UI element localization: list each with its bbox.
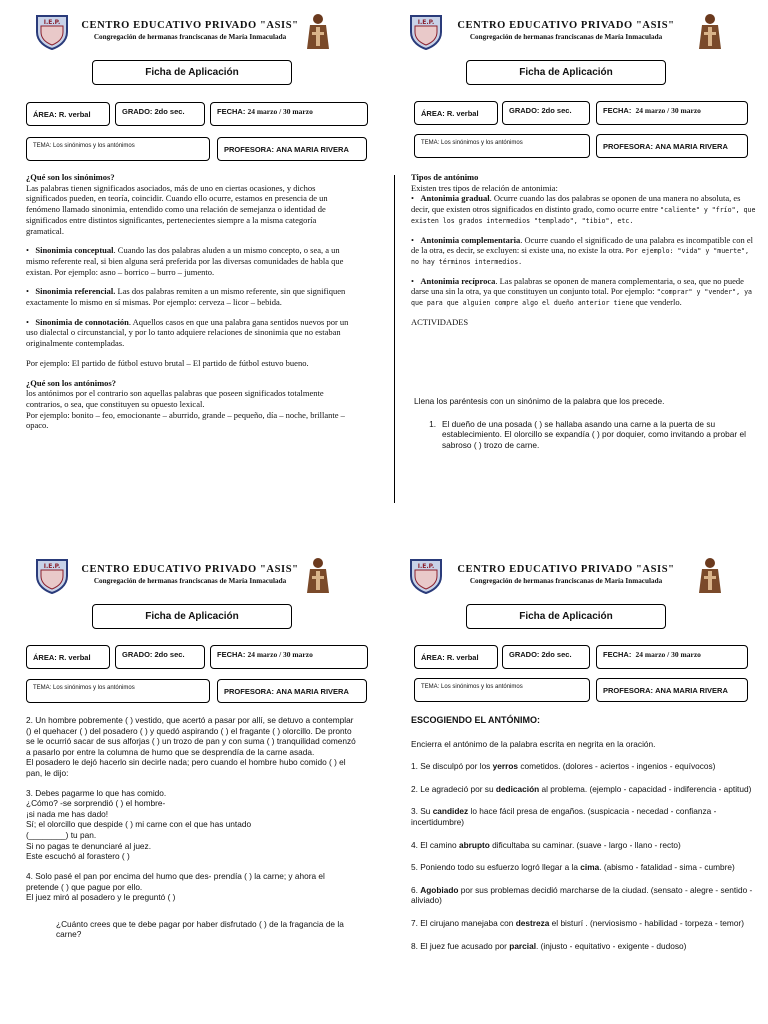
choose-antonym-instruction: Encierra el antónimo de la palabra escrita en negrita en la oración. [411, 738, 656, 749]
activities-section [414, 396, 760, 450]
target-word: dedicación [495, 783, 540, 794]
area-field: ÁREA: R. verbal [26, 645, 110, 669]
worksheet-title: Ficha de Aplicación [466, 604, 666, 629]
choose-antonym-heading: ESCOGIENDO EL ANTÓNIMO: [411, 715, 541, 725]
activity-item-3-line5: (________) tu pan. [26, 830, 97, 841]
activities-heading: ACTIVIDADES [411, 316, 469, 327]
activity-item-3-line2: ¿Cómo? -se sorprendió ( ) el hombre- [26, 798, 166, 809]
target-word: parcial [509, 940, 537, 951]
school-name: CENTRO EDUCATIVO PRIVADO "ASIS" [81, 20, 299, 31]
activity-item-4: 4. Solo pasé el pan por encima del humo que des- prendía ( ) la carne; y ahora el pretende ( ) que pague por ello. [26, 870, 325, 892]
synonymy-connotation: • Sinonimia de connotación. Aquellos casos en que una palabra gana sentidos nuevos por un uso dialectal o circunstancial, y por lo tanto adquiere relaciones de sinonimia que no estaban originalmente contempladas. [26, 316, 349, 349]
saint-figure-icon [302, 12, 334, 50]
tema-field: TEMA: Los sinónimos y los antónimos [26, 137, 210, 161]
tema-field: TEMA: Los sinónimos y los antónimos [414, 678, 590, 702]
fecha-field: FECHA: 24 marzo / 30 marzo [210, 102, 368, 126]
grado-field: GRADO: 2do sec. [115, 102, 205, 126]
fecha-field: FECHA: 24 marzo / 30 marzo [596, 101, 748, 125]
svg-text:I.E.P.: I.E.P. [417, 19, 435, 26]
area-field: ÁREA: R. verbal [414, 645, 498, 669]
fecha-field: FECHA: 24 marzo / 30 marzo [596, 645, 748, 669]
target-word: abrupto [458, 839, 490, 850]
congregation-name: Congregación de hermanas franciscanas de María Inmaculada [93, 577, 287, 585]
synonyms-section [26, 172, 356, 440]
synonymy-referential: • Sinonimia referencial. Las dos palabras remiten a un mismo referente, sin que signifiquen exactamente lo mismo en sí mismas. Por ejemplo: cerveza – licor – bebida. [26, 286, 346, 308]
antonym-item: 8. El juez fue acusado por parcial. (injusto - equitativo - exigente - dudoso) [411, 940, 687, 951]
antonym-item: 6. Agobiado por sus problemas decidió marcharse de la ciudad. (sensato - alegre - sentido - aliviado) [411, 884, 753, 906]
worksheet-title: Ficha de Aplicación [92, 60, 292, 85]
congregation-name: Congregación de hermanas franciscanas de María Inmaculada [93, 33, 287, 41]
activity-item-1: 1. El dueño de una posada ( ) se hallaba asando una carne a la puerta de su establecimiento. El olorcillo se expandía ( ) por doquier, como invitando a probar el sabroso ( ) trozo de carne. [429, 418, 746, 450]
synonymy-example: Por ejemplo: El partido de fútbol estuvo brutal – El partido de fútbol estuvo bueno. [26, 357, 309, 368]
school-name: CENTRO EDUCATIVO PRIVADO "ASIS" [457, 20, 675, 31]
antonym-types-section [411, 172, 759, 339]
activity-item-2: 2. Un hombre pobremente ( ) vestido, que acertó a pasar por allí, se detuvo a contemplar () el quehacer ( ) del posadero ( ) y quedó aspirando ( ) el fragante ( ) olorcillo. De pronto se le ocurrió sacar de sus alforjas ( ) un trozo de pan y con suma ( ) tranquilidad comenzó a pasarlo por entre la columna de humo que se desprendía de la carne asada. [26, 715, 356, 757]
school-crest-icon [408, 12, 444, 50]
antonym-types-heading: Tipos de antónimo [411, 172, 479, 182]
activity-item-3-line6: Si no pagas te denunciaré al juez. [26, 840, 152, 851]
area-field: ÁREA: R. verbal [26, 102, 110, 126]
antonym-item: 4. El camino abrupto dificultaba su caminar. (suave - largo - llano - recto) [411, 839, 681, 850]
profesora-field: PROFESORA: ANA MARIA RIVERA [596, 678, 748, 702]
target-word: candidez [432, 806, 469, 817]
activities-continued [26, 715, 358, 949]
activity-item-3-line7: Este escuchó al forastero ( ) [26, 851, 130, 862]
profesora-field: PROFESORA: ANA MARIA RIVERA [217, 679, 367, 703]
antonym-item-list [411, 761, 761, 951]
synonyms-intro: Las palabras tienen significados asociados, más de uno en ciertas ocasiones, y dichos significados pueden, en teoría, coincidir. Cuando ello ocurre, estamos en presencia de un fenómeno llamado sinonimia, entendido como una relación de semejanza o identidad de significados entre distintos significantes, pertenecientes siempre a la misma categoría gramatical. [26, 182, 328, 236]
worksheet-title: Ficha de Aplicación [92, 604, 292, 629]
antonymy-gradual: • Antonimia gradual. Ocurre cuando las dos palabras se oponen de una manera no absoluta, es decir, que existen otros significados en distinto grado, como ocurre entre "caliente" y "frío", que existen los grados intermedios "templado", "tibio", etc. [411, 193, 756, 225]
question-antonyms: ¿Qué son los antónimos? [26, 377, 116, 388]
antonym-types-intro: Existen tres tipos de relación de antonimia: [411, 182, 558, 193]
worksheet-title: Ficha de Aplicación [466, 60, 666, 85]
grado-field: GRADO: 2do sec. [502, 645, 590, 669]
antonyms-example: Por ejemplo: bonito – feo, emocionante – aburrido, grande – pequeño, día – noche, brillante – opaco. [26, 409, 345, 431]
worksheet-page-4 [384, 544, 768, 1024]
tema-field: TEMA: Los sinónimos y los antónimos [414, 134, 590, 158]
activity-item-3-line4: Sí; el olorcillo que despide ( ) mi carne con el que has untado [26, 819, 252, 830]
antonym-item: 3. Su candidez lo hace fácil presa de engaños. (suspicacia - necedad - confianza - incertidumbre) [411, 806, 717, 827]
school-name: CENTRO EDUCATIVO PRIVADO "ASIS" [81, 564, 299, 575]
target-word: destreza [515, 918, 550, 928]
saint-figure-icon [694, 12, 726, 50]
school-name: CENTRO EDUCATIVO PRIVADO "ASIS" [457, 564, 675, 575]
antonym-item: 2. Le agradeció por su dedicación al problema. (ejemplo - capacidad - indiferencia - aptitud) [411, 783, 752, 794]
antonym-item: 7. El cirujano manejaba con destreza el bisturí . (nerviosismo - habilidad - torpeza - temor) [411, 918, 744, 928]
saint-figure-icon [694, 556, 726, 594]
school-crest-icon [408, 556, 444, 594]
antonym-item: 5. Poniendo todo su esfuerzo logró llegar a la cima. (abismo - fatalidad - sima - cumbre) [411, 862, 735, 873]
activity-item-4b: El juez miró al posadero y le preguntó ( ) [26, 892, 176, 903]
profesora-field: PROFESORA: ANA MARIA RIVERA [596, 134, 748, 158]
worksheet-page-3 [0, 544, 384, 1024]
activities-instruction: Llena los paréntesis con un sinónimo de la palabra que los precede. [414, 396, 665, 406]
grado-field: GRADO: 2do sec. [115, 645, 205, 669]
activity-item-3-line3: ¡si nada me has dado! [26, 808, 109, 819]
worksheet-page-2 [384, 0, 768, 512]
grado-field: GRADO: 2do sec. [502, 101, 590, 125]
profesora-field: PROFESORA: ANA MARIA RIVERA [217, 137, 367, 161]
target-word: Agobiado [420, 884, 459, 895]
worksheet-page-1 [0, 0, 384, 512]
antonym-item: 1. Se disculpó por los yerros cometidos. (dolores - aciertos - ingenios - equívocos) [411, 761, 716, 772]
tema-field: TEMA: Los sinónimos y los antónimos [26, 679, 210, 703]
fecha-field: FECHA: 24 marzo / 30 marzo [210, 645, 368, 669]
congregation-name: Congregación de hermanas franciscanas de María Inmaculada [469, 33, 663, 41]
antonymy-complementary: • Antonimia complementaria. Ocurre cuando el significado de una palabra es incompatible con el de la otra, es decir, se excluyen: si existe una, no existe la otra. Por ejemplo: "vida" y "muerte", no hay términos intermedios. [411, 234, 753, 266]
target-word: cima [580, 862, 600, 873]
question-synonyms: ¿Qué son los sinónimos? [26, 172, 115, 182]
antonyms-definition: los antónimos por el contrario son aquellas palabras que poseen significados totalmente contrarios, o sea, que constituyen su opuesto lexical. [26, 388, 324, 409]
saint-figure-icon [302, 556, 334, 594]
school-crest-icon [34, 12, 70, 50]
svg-text:I.E.P.: I.E.P. [417, 563, 435, 570]
activity-item-3: 3. Debes pagarme lo que has comido. [26, 787, 167, 798]
activity-item-4c: ¿Cuánto crees que te debe pagar por haber disfrutado ( ) de la fragancia de la carne? [56, 918, 344, 940]
activity-item-2b: El posadero le dejó hacerlo sin decirle nada; pero cuando el hombre hubo comido ( ) el pan, le dijo: [26, 757, 346, 779]
target-word: yerros [492, 761, 519, 772]
svg-text:I.E.P.: I.E.P. [43, 19, 61, 26]
antonymy-reciprocal: • Antonimia recíproca. Las palabras se oponen de manera complementaria, o sea, que no puede darse una sin la otra, ya que constituyen un conjunto total. Por ejemplo: "comprar" y "vender", ya que para que alguien compre algo el dueño anterior tiene que venderlo. [411, 275, 753, 308]
svg-text:I.E.P.: I.E.P. [43, 563, 61, 570]
choose-antonym-section [411, 715, 761, 963]
school-crest-icon [34, 556, 70, 594]
synonymy-conceptual: • Sinonimia conceptual. Cuando las dos palabras aluden a un mismo concepto, o sea, a un mismo referente real, si bien alguna será preferida por las diversas comunidades de habla que existan. Por ejemplo: asno – borrico – burro – jumento. [26, 245, 344, 277]
area-field: ÁREA: R. verbal [414, 101, 498, 125]
congregation-name: Congregación de hermanas franciscanas de María Inmaculada [469, 577, 663, 585]
